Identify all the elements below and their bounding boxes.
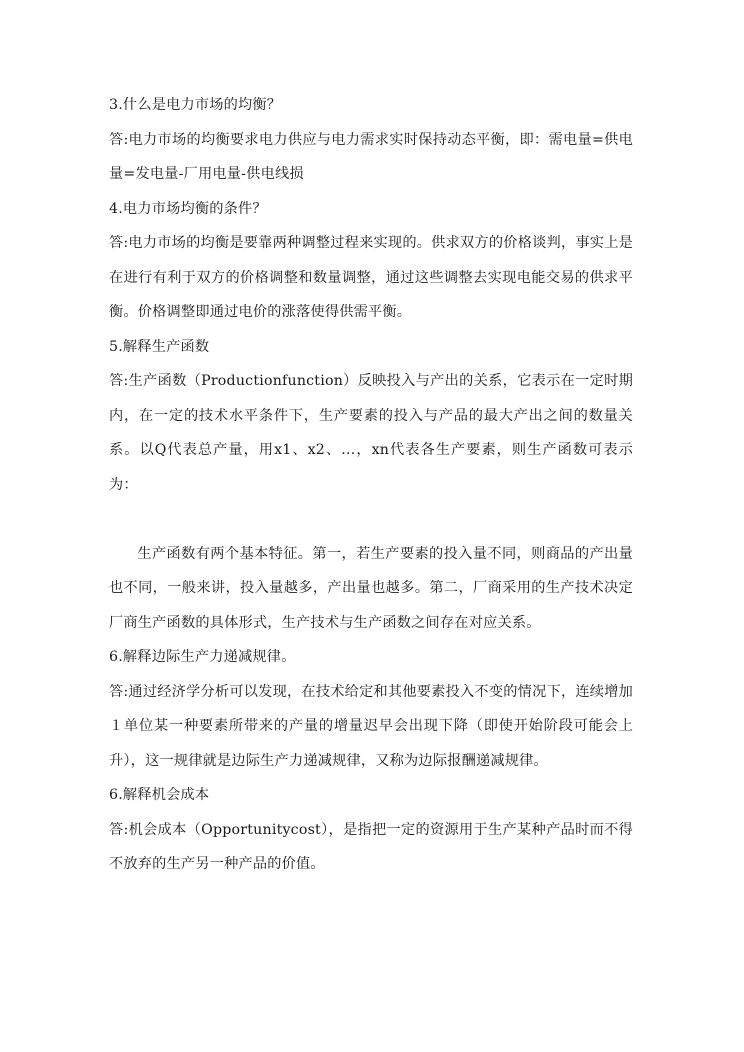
section-answer: 答:电力市场的均衡是要靠两种调整过程来实现的。供求双方的价格谈判，事实上是在进行有利于双方的价格调整和数量调整，通过这些调整去实现电能交易的供求平衡。价格调整即通过电价的涨落使得供需平衡。 xyxy=(109,235,633,320)
section-answer: 答:电力市场的均衡要求电力供应与电力需求实时保持动态平衡，即：需电量=供电量=发电量-厂用电量-供电线损 xyxy=(109,131,633,182)
section-heading: 5.解释生产函数 xyxy=(109,338,210,355)
section-6a xyxy=(109,640,633,778)
document-body xyxy=(109,88,633,882)
section-answer: 答:机会成本（Opportunitycost），是指把一定的资源用于生产某种产品时而不得不放弃的生产另一种产品的价值。 xyxy=(109,821,633,872)
section-heading: 6.解释机会成本 xyxy=(109,787,210,803)
section-5 xyxy=(109,330,633,641)
section-answer: 答:生产函数（Productionfunction）反映投入与产出的关系，它表示在一定时期内，在一定的技术水平条件下，生产要素的投入与产品的最大产出之间的数量关系。以Q代表总产量，用x1、x2、…，xn代表各生产要素，则生产函数可表示为： xyxy=(109,373,633,493)
section-answer: 答:通过经济学分析可以发现，在技术给定和其他要素投入不变的情况下，连续增加１单位某一种要素所带来的产量的增量迟早会出现下降（即使开始阶段可能会上升），这一规律就是边际生产力递减规律，又称为边际报酬递减规律。 xyxy=(109,683,633,769)
section-paragraph: 生产函数有两个基本特征。第一，若生产要素的投入量不同，则商品的产出量也不同，一般来讲，投入量越多，产出量也越多。第二，厂商采用的生产技术决定厂商生产函数的具体形式，生产技术与生产函数之间存在对应关系。 xyxy=(109,545,633,631)
section-heading: 3.什么是电力市场的均衡？ xyxy=(109,97,282,113)
section-6b xyxy=(109,778,633,882)
section-heading: 4.电力市场均衡的条件？ xyxy=(109,200,267,217)
section-4 xyxy=(109,192,633,330)
section-3 xyxy=(109,88,633,192)
section-heading: 6.解释边际生产力递减规律。 xyxy=(109,649,296,665)
formula-gap xyxy=(109,502,633,537)
